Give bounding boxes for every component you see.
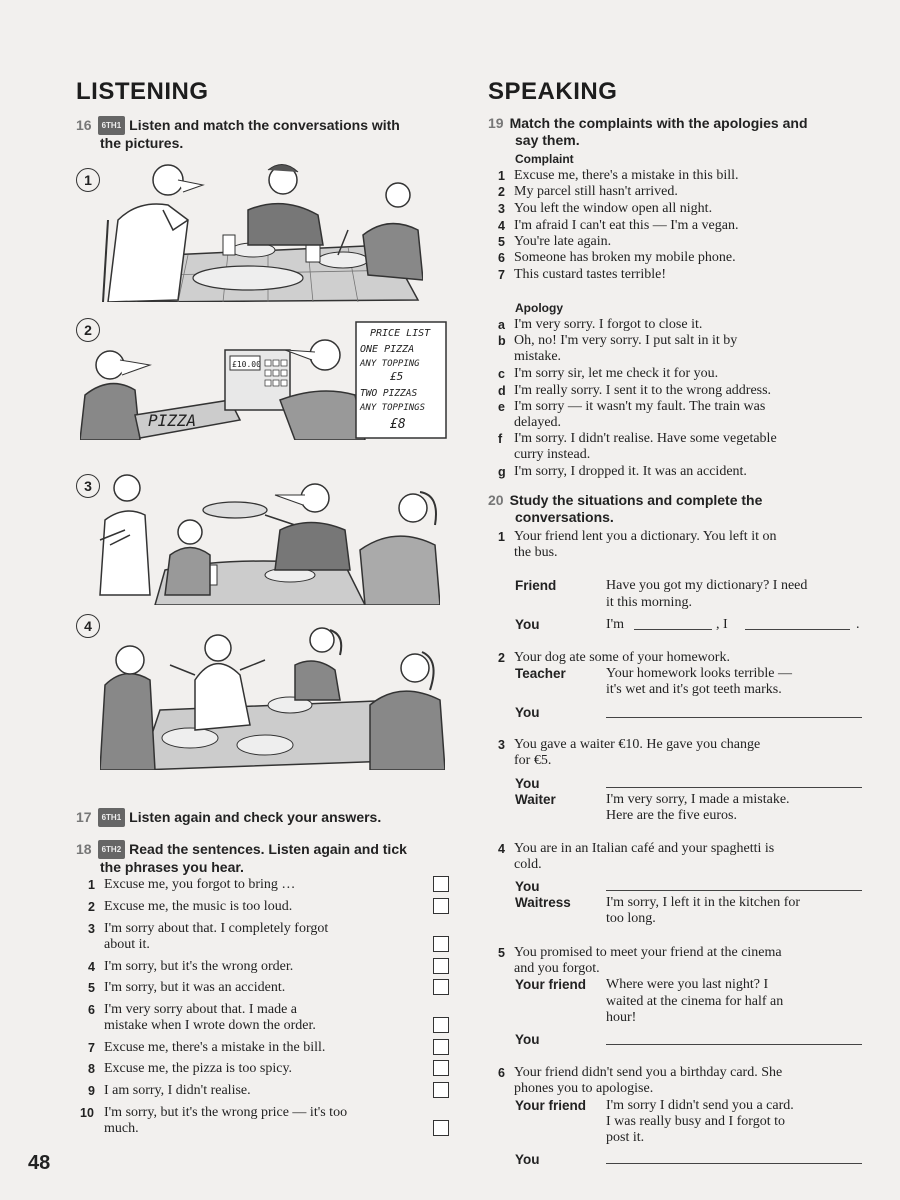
complaint-label: Complaint <box>515 152 574 166</box>
item-text: You left the window open all night. <box>514 201 713 216</box>
tick-box-7[interactable] <box>433 1039 449 1055</box>
item-text: Excuse me, there's a mistake in the bill. <box>104 1040 326 1055</box>
instruction-text: conversations. <box>515 509 614 525</box>
dialogue-line: , I <box>716 617 728 632</box>
dialogue-line: I'm very sorry, I made a mistake. <box>606 792 790 807</box>
instruction-text: Match the complaints with the apologies and <box>509 115 808 131</box>
item-text: delayed. <box>514 415 562 430</box>
list-item <box>498 317 868 333</box>
list-item <box>88 921 418 953</box>
answer-blank[interactable] <box>606 889 862 891</box>
situation-text: and you forgot. <box>514 961 600 976</box>
dialogue-line: I'm sorry, I left it in the kitchen for <box>606 895 801 910</box>
item-number: 9 <box>88 1084 95 1098</box>
situation-text: for €5. <box>514 753 552 768</box>
dialogue-line: Have you got my dictionary? I need <box>606 578 808 593</box>
instruction-text: Read the sentences. Listen again and tick <box>129 841 407 857</box>
item-text: I'm very sorry about that. I made a <box>104 1002 298 1017</box>
item-text: curry instead. <box>514 447 591 462</box>
item-number: 8 <box>88 1062 95 1076</box>
tick-box-1[interactable] <box>433 876 449 892</box>
list-item <box>88 877 418 893</box>
tick-box-2[interactable] <box>433 898 449 914</box>
apology-label: Apology <box>515 301 563 315</box>
situation-1 <box>498 529 868 561</box>
item-letter: g <box>498 465 506 479</box>
instruction-text: say them. <box>515 132 580 148</box>
cartoon-picture-2 <box>80 320 450 440</box>
item-number: 2 <box>498 651 505 665</box>
item-number: 4 <box>498 219 505 233</box>
list-item <box>498 234 868 250</box>
answer-blank[interactable] <box>745 628 850 630</box>
dialogue-line: Where were you last night? I <box>606 977 769 992</box>
situation-text: You gave a waiter €10. He gave you change <box>514 737 761 752</box>
tick-box-4[interactable] <box>433 958 449 974</box>
situation-5 <box>498 945 868 977</box>
cd-track-icon: 6TH1 <box>98 116 126 135</box>
speaking-heading: SPEAKING <box>488 78 618 105</box>
list-item <box>498 366 868 382</box>
item-text: mistake when I wrote down the order. <box>104 1018 316 1033</box>
price-list-line: £8 <box>390 417 406 432</box>
speaker-label: Your friend <box>515 1098 587 1113</box>
till-display: £10.00 <box>232 360 261 369</box>
speaker-label: You <box>515 617 540 632</box>
situation-text: the bus. <box>514 545 558 560</box>
answer-blank[interactable] <box>606 716 862 718</box>
list-item <box>498 383 868 399</box>
dialogue-line: hour! <box>606 1010 637 1025</box>
pizza-box-label: PIZZA <box>148 411 197 430</box>
item-number: 5 <box>88 981 95 995</box>
list-item <box>88 1002 418 1034</box>
item-number: 1 <box>498 169 505 183</box>
dialogue-line: I'm sorry I didn't send you a card. <box>606 1098 794 1113</box>
speaker-label: You <box>515 1032 540 1047</box>
list-item <box>80 1105 420 1137</box>
item-text: Excuse me, the pizza is too spicy. <box>104 1061 293 1076</box>
cd-track-icon: 6TH2 <box>98 840 126 859</box>
item-number: 5 <box>498 235 505 249</box>
dialogue-line: it's wet and it's got teeth marks. <box>606 682 782 697</box>
exercise-number: 17 <box>76 809 92 825</box>
item-text: I'm sorry about that. I completely forgot <box>104 921 329 936</box>
situation-3 <box>498 737 868 769</box>
item-number: 4 <box>498 842 505 856</box>
instruction-text: the pictures. <box>100 135 184 151</box>
item-number: 3 <box>498 202 505 216</box>
speaker-label: Teacher <box>515 666 566 681</box>
item-text: You're late again. <box>514 234 612 249</box>
situation-text: Your dog ate some of your homework. <box>514 650 730 665</box>
listening-heading: LISTENING <box>76 78 209 105</box>
list-item <box>498 267 868 283</box>
cartoon-picture-4 <box>100 620 445 770</box>
item-number: 1 <box>88 878 95 892</box>
item-number: 6 <box>88 1003 95 1017</box>
dialogue-line: post it. <box>606 1130 645 1145</box>
item-letter: c <box>498 367 505 381</box>
tick-box-10[interactable] <box>433 1120 449 1136</box>
item-letter: b <box>498 334 506 348</box>
item-number: 7 <box>88 1041 95 1055</box>
item-text: mistake. <box>514 349 562 364</box>
instruction-text: Study the situations and complete the <box>509 492 763 508</box>
item-number: 3 <box>498 738 505 752</box>
dialogue-line: Here are the five euros. <box>606 808 737 823</box>
exercise-18-instruction <box>76 840 456 876</box>
item-number: 2 <box>88 900 95 914</box>
price-list-line: £5 <box>390 370 404 383</box>
price-list-title: PRICE LIST <box>370 328 431 339</box>
situation-4 <box>498 841 868 873</box>
price-list-line: ANY TOPPINGS <box>360 403 426 413</box>
item-text: I'm very sorry. I forgot to close it. <box>514 317 703 332</box>
dialogue-line: I was really busy and I forgot to <box>606 1114 785 1129</box>
list-item <box>498 184 868 200</box>
item-text: I'm sorry, I dropped it. It was an accident. <box>514 464 747 479</box>
speaker-label: Your friend <box>515 977 587 992</box>
situation-text: You promised to meet your friend at the cinema <box>514 945 782 960</box>
answer-blank[interactable] <box>606 1162 862 1164</box>
item-text: I'm sorry sir, let me check it for you. <box>514 366 719 381</box>
item-number: 10 <box>80 1106 94 1120</box>
tick-box-3[interactable] <box>433 936 449 952</box>
exercise-20-instruction <box>488 492 878 526</box>
speaker-label: Waitress <box>515 895 571 910</box>
list-item <box>498 201 868 217</box>
item-text: I'm afraid I can't eat this — I'm a vegan. <box>514 218 739 233</box>
picture-number-3: 3 <box>76 474 100 498</box>
page-number: 48 <box>28 1152 51 1174</box>
speaker-label: You <box>515 1152 540 1167</box>
instruction-text: the phrases you hear. <box>100 859 244 875</box>
dialogue-line: . <box>856 617 860 632</box>
picture-number-4: 4 <box>76 614 100 638</box>
list-item <box>498 431 868 463</box>
answer-blank[interactable] <box>606 1043 862 1045</box>
exercise-number: 18 <box>76 841 92 857</box>
dialogue-line: waited at the cinema for half an <box>606 994 784 1009</box>
item-text: I'm really sorry. I sent it to the wrong address. <box>514 383 772 398</box>
item-text: about it. <box>104 937 150 952</box>
dialogue-line: it this morning. <box>606 595 692 610</box>
item-text: Excuse me, there's a mistake in this bill. <box>514 168 739 183</box>
list-item <box>498 218 868 234</box>
dialogue-line: too long. <box>606 911 656 926</box>
item-number: 6 <box>498 251 505 265</box>
exercise-17-instruction <box>76 808 456 827</box>
list-item <box>498 250 868 266</box>
speaker-label: Friend <box>515 578 557 593</box>
item-text: I'm sorry, but it was an accident. <box>104 980 286 995</box>
list-item <box>88 899 418 915</box>
speaker-label: You <box>515 776 540 791</box>
list-item <box>498 333 868 365</box>
item-text: Someone has broken my mobile phone. <box>514 250 736 265</box>
tick-box-9[interactable] <box>433 1082 449 1098</box>
exercise-number: 19 <box>488 115 504 131</box>
list-item <box>88 959 418 975</box>
item-text: I am sorry, I didn't realise. <box>104 1083 251 1098</box>
price-list-line: ONE PIZZA <box>360 344 415 355</box>
list-item <box>498 464 868 480</box>
item-text: I'm sorry. I didn't realise. Have some vegetable <box>514 431 777 446</box>
instruction-text: Listen again and check your answers. <box>129 809 382 825</box>
situation-2 <box>498 650 868 666</box>
item-text: Excuse me, you forgot to bring … <box>104 877 296 892</box>
dialogue-line: Your homework looks terrible — <box>606 666 793 681</box>
situation-text: cold. <box>514 857 542 872</box>
item-text: Excuse me, the music is too loud. <box>104 899 293 914</box>
item-number: 6 <box>498 1066 505 1080</box>
list-item <box>88 1083 418 1099</box>
cartoon-picture-1 <box>98 160 423 302</box>
dialogue-line: I'm <box>606 617 625 632</box>
item-text: This custard tastes terrible! <box>514 267 667 282</box>
speaker-label: You <box>515 705 540 720</box>
situation-text: Your friend lent you a dictionary. You left it on <box>514 529 777 544</box>
cd-track-icon: 6TH1 <box>98 808 126 827</box>
price-list-line: TWO PIZZAS <box>360 388 418 399</box>
answer-blank[interactable] <box>634 628 712 630</box>
item-text: Oh, no! I'm very sorry. I put salt in it by <box>514 333 738 348</box>
item-text: My parcel still hasn't arrived. <box>514 184 678 199</box>
item-number: 1 <box>498 530 505 544</box>
list-item <box>498 399 868 431</box>
situation-text: phones you to apologise. <box>514 1081 654 1096</box>
item-text: I'm sorry, but it's the wrong price — it's too <box>104 1105 348 1120</box>
exercise-16-instruction <box>76 116 456 152</box>
speaker-label: You <box>515 879 540 894</box>
situation-text: Your friend didn't send you a birthday card. She <box>514 1065 783 1080</box>
exercise-number: 16 <box>76 117 92 133</box>
cartoon-picture-3 <box>95 470 440 605</box>
item-letter: f <box>498 432 503 446</box>
tick-box-5[interactable] <box>433 979 449 995</box>
tick-box-6[interactable] <box>433 1017 449 1033</box>
list-item <box>88 1061 418 1077</box>
exercise-number: 20 <box>488 492 504 508</box>
item-text: I'm sorry — it wasn't my fault. The train was <box>514 399 766 414</box>
item-number: 5 <box>498 946 505 960</box>
situation-text: You are in an Italian café and your spaghetti is <box>514 841 775 856</box>
price-list-line: ANY TOPPING <box>360 359 420 369</box>
item-letter: e <box>498 400 505 414</box>
item-text: I'm sorry, but it's the wrong order. <box>104 959 294 974</box>
item-text: much. <box>104 1121 139 1136</box>
item-number: 3 <box>88 922 95 936</box>
item-letter: d <box>498 384 506 398</box>
list-item <box>88 1040 418 1056</box>
list-item <box>88 980 418 996</box>
item-number: 4 <box>88 960 95 974</box>
situation-6 <box>498 1065 868 1097</box>
tick-box-8[interactable] <box>433 1060 449 1076</box>
list-item <box>498 168 868 184</box>
exercise-19-instruction <box>488 115 878 149</box>
answer-blank[interactable] <box>606 786 862 788</box>
picture-number-1: 1 <box>76 168 100 192</box>
picture-number-2: 2 <box>76 318 100 342</box>
item-number: 7 <box>498 268 505 282</box>
item-letter: a <box>498 318 505 332</box>
item-number: 2 <box>498 185 505 199</box>
speaker-label: Waiter <box>515 792 556 807</box>
instruction-text: Listen and match the conversations with <box>129 117 400 133</box>
